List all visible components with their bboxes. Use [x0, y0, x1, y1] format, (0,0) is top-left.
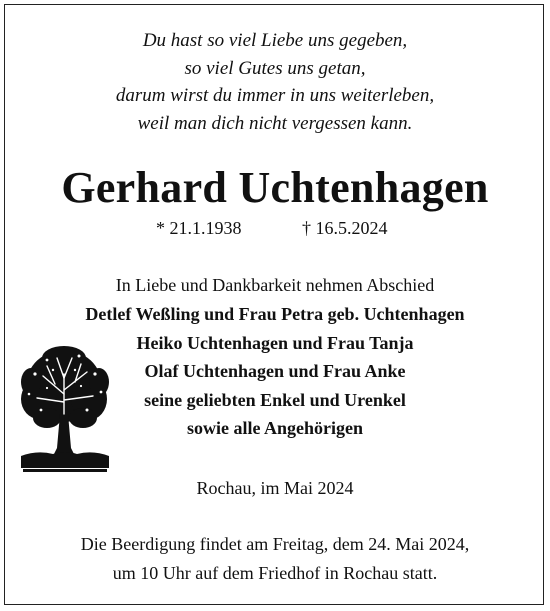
mourner-line: seine geliebten Enkel und Urenkel [144, 389, 406, 410]
poem-line: Du hast so viel Liebe uns gegeben, [142, 30, 408, 51]
tree-icon [17, 344, 112, 476]
mourner-line: sowie alle Angehörigen [187, 418, 363, 438]
funeral-info [0, 530, 550, 587]
mourner-line: Detlef Weßling und Frau Petra geb. Uchtenhagen [85, 304, 465, 324]
birth-date: * 21.1.1938 [156, 218, 242, 238]
mourner-line: Olaf Uchtenhagen und Frau Anke [144, 361, 406, 381]
place-and-date: Rochau, im Mai 2024 [196, 478, 354, 498]
memorial-poem [0, 27, 550, 137]
poem-line: weil man dich nicht vergessen kann. [137, 112, 413, 134]
poem-line: darum wirst du immer in uns weiterleben, [115, 85, 435, 106]
farewell-intro: In Liebe und Dankbarkeit nehmen Abschied [115, 275, 435, 295]
death-date: † 16.5.2024 [302, 218, 388, 238]
deceased-name: Gerhard Uchtenhagen [61, 163, 489, 212]
mourner-line: Heiko Uchtenhagen und Frau Tanja [136, 332, 414, 353]
funeral-line: Die Beerdigung findet am Freitag, dem 24. Mai 2024, [80, 534, 470, 554]
funeral-line: um 10 Uhr auf dem Friedhof in Rochau statt. [112, 562, 438, 583]
poem-line: so viel Gutes uns getan, [184, 57, 366, 79]
